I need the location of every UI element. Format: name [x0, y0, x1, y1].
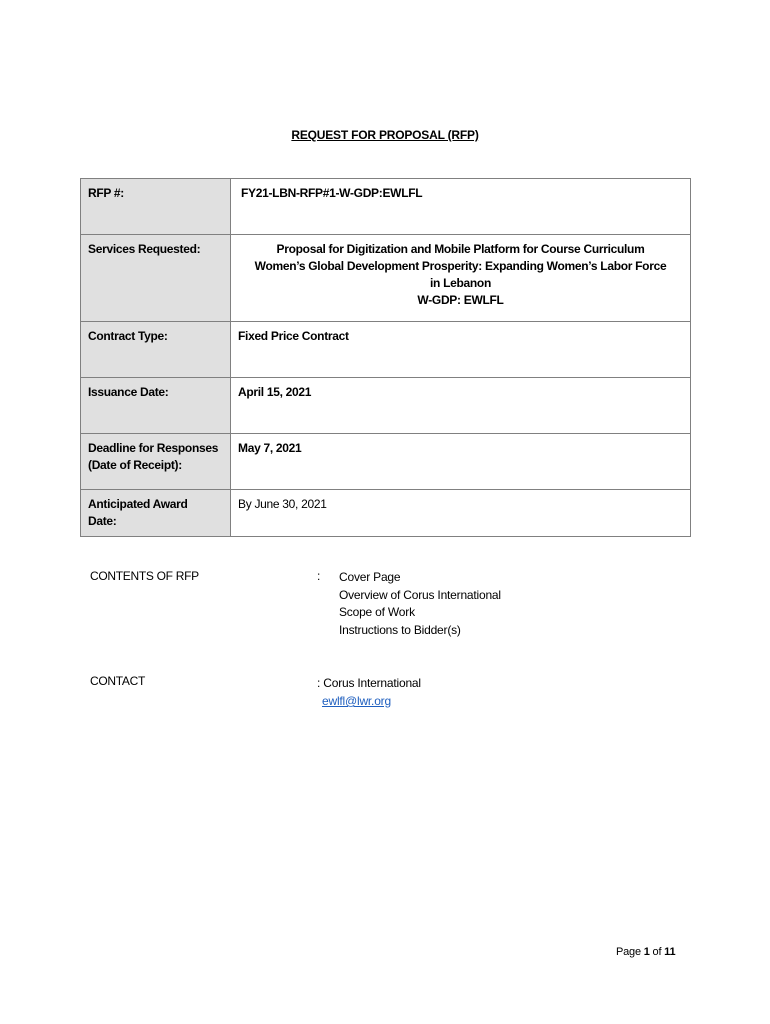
document-title: REQUEST FOR PROPOSAL (RFP)	[291, 128, 479, 142]
contact-block	[317, 674, 421, 710]
award-label-line: Date:	[88, 514, 117, 528]
contract-type-value: Fixed Price Contract	[231, 322, 691, 378]
page-of: of	[649, 946, 665, 958]
page-current: 1	[643, 946, 650, 958]
table-row	[81, 434, 691, 490]
deadline-label-line: (Date of Receipt):	[88, 458, 182, 472]
issuance-date-value: April 15, 2021	[231, 378, 691, 434]
services-requested-label: Services Requested:	[81, 235, 231, 322]
rfp-details-table	[80, 178, 691, 537]
table-row	[81, 378, 691, 434]
page-prefix: Page	[616, 946, 644, 958]
services-line: Women’s Global Development Prosperity: Expanding Women’s Labor Force	[254, 259, 667, 273]
award-date-value: By June 30, 2021	[231, 490, 691, 537]
contents-colon: :	[317, 569, 321, 583]
table-row	[81, 322, 691, 378]
services-line: W-GDP: EWLFL	[417, 293, 504, 307]
table-row	[81, 235, 691, 322]
rfp-number-label: RFP #:	[81, 179, 231, 235]
table-row	[81, 490, 691, 537]
list-item: Overview of Corus International	[339, 587, 501, 602]
contents-list	[339, 569, 501, 639]
contact-label: CONTACT	[90, 674, 146, 688]
services-line: in Lebanon	[430, 276, 491, 290]
table-row	[81, 179, 691, 235]
deadline-value: May 7, 2021	[231, 434, 691, 490]
services-requested-value	[231, 235, 691, 322]
deadline-label	[81, 434, 231, 490]
list-item: Cover Page	[339, 570, 401, 584]
list-item: Instructions to Bidder(s)	[339, 622, 461, 637]
issuance-date-label: Issuance Date:	[81, 378, 231, 434]
contract-type-label: Contract Type:	[81, 322, 231, 378]
contact-email-link[interactable]: ewlfl@lwr.org	[322, 694, 391, 708]
award-date-label	[81, 490, 231, 537]
contact-name: : Corus International	[317, 676, 421, 690]
award-label-line: Anticipated Award	[88, 497, 188, 511]
rfp-number-value: FY21-LBN-RFP#1-W-GDP:EWLFL	[231, 179, 691, 235]
page-total: 11	[664, 946, 676, 958]
services-line: Proposal for Digitization and Mobile Platform for Course Curriculum	[276, 242, 645, 256]
contents-label: CONTENTS OF RFP	[90, 569, 199, 583]
list-item: Scope of Work	[339, 605, 415, 619]
page-number	[616, 946, 675, 958]
deadline-label-line: Deadline for Responses	[88, 441, 219, 455]
